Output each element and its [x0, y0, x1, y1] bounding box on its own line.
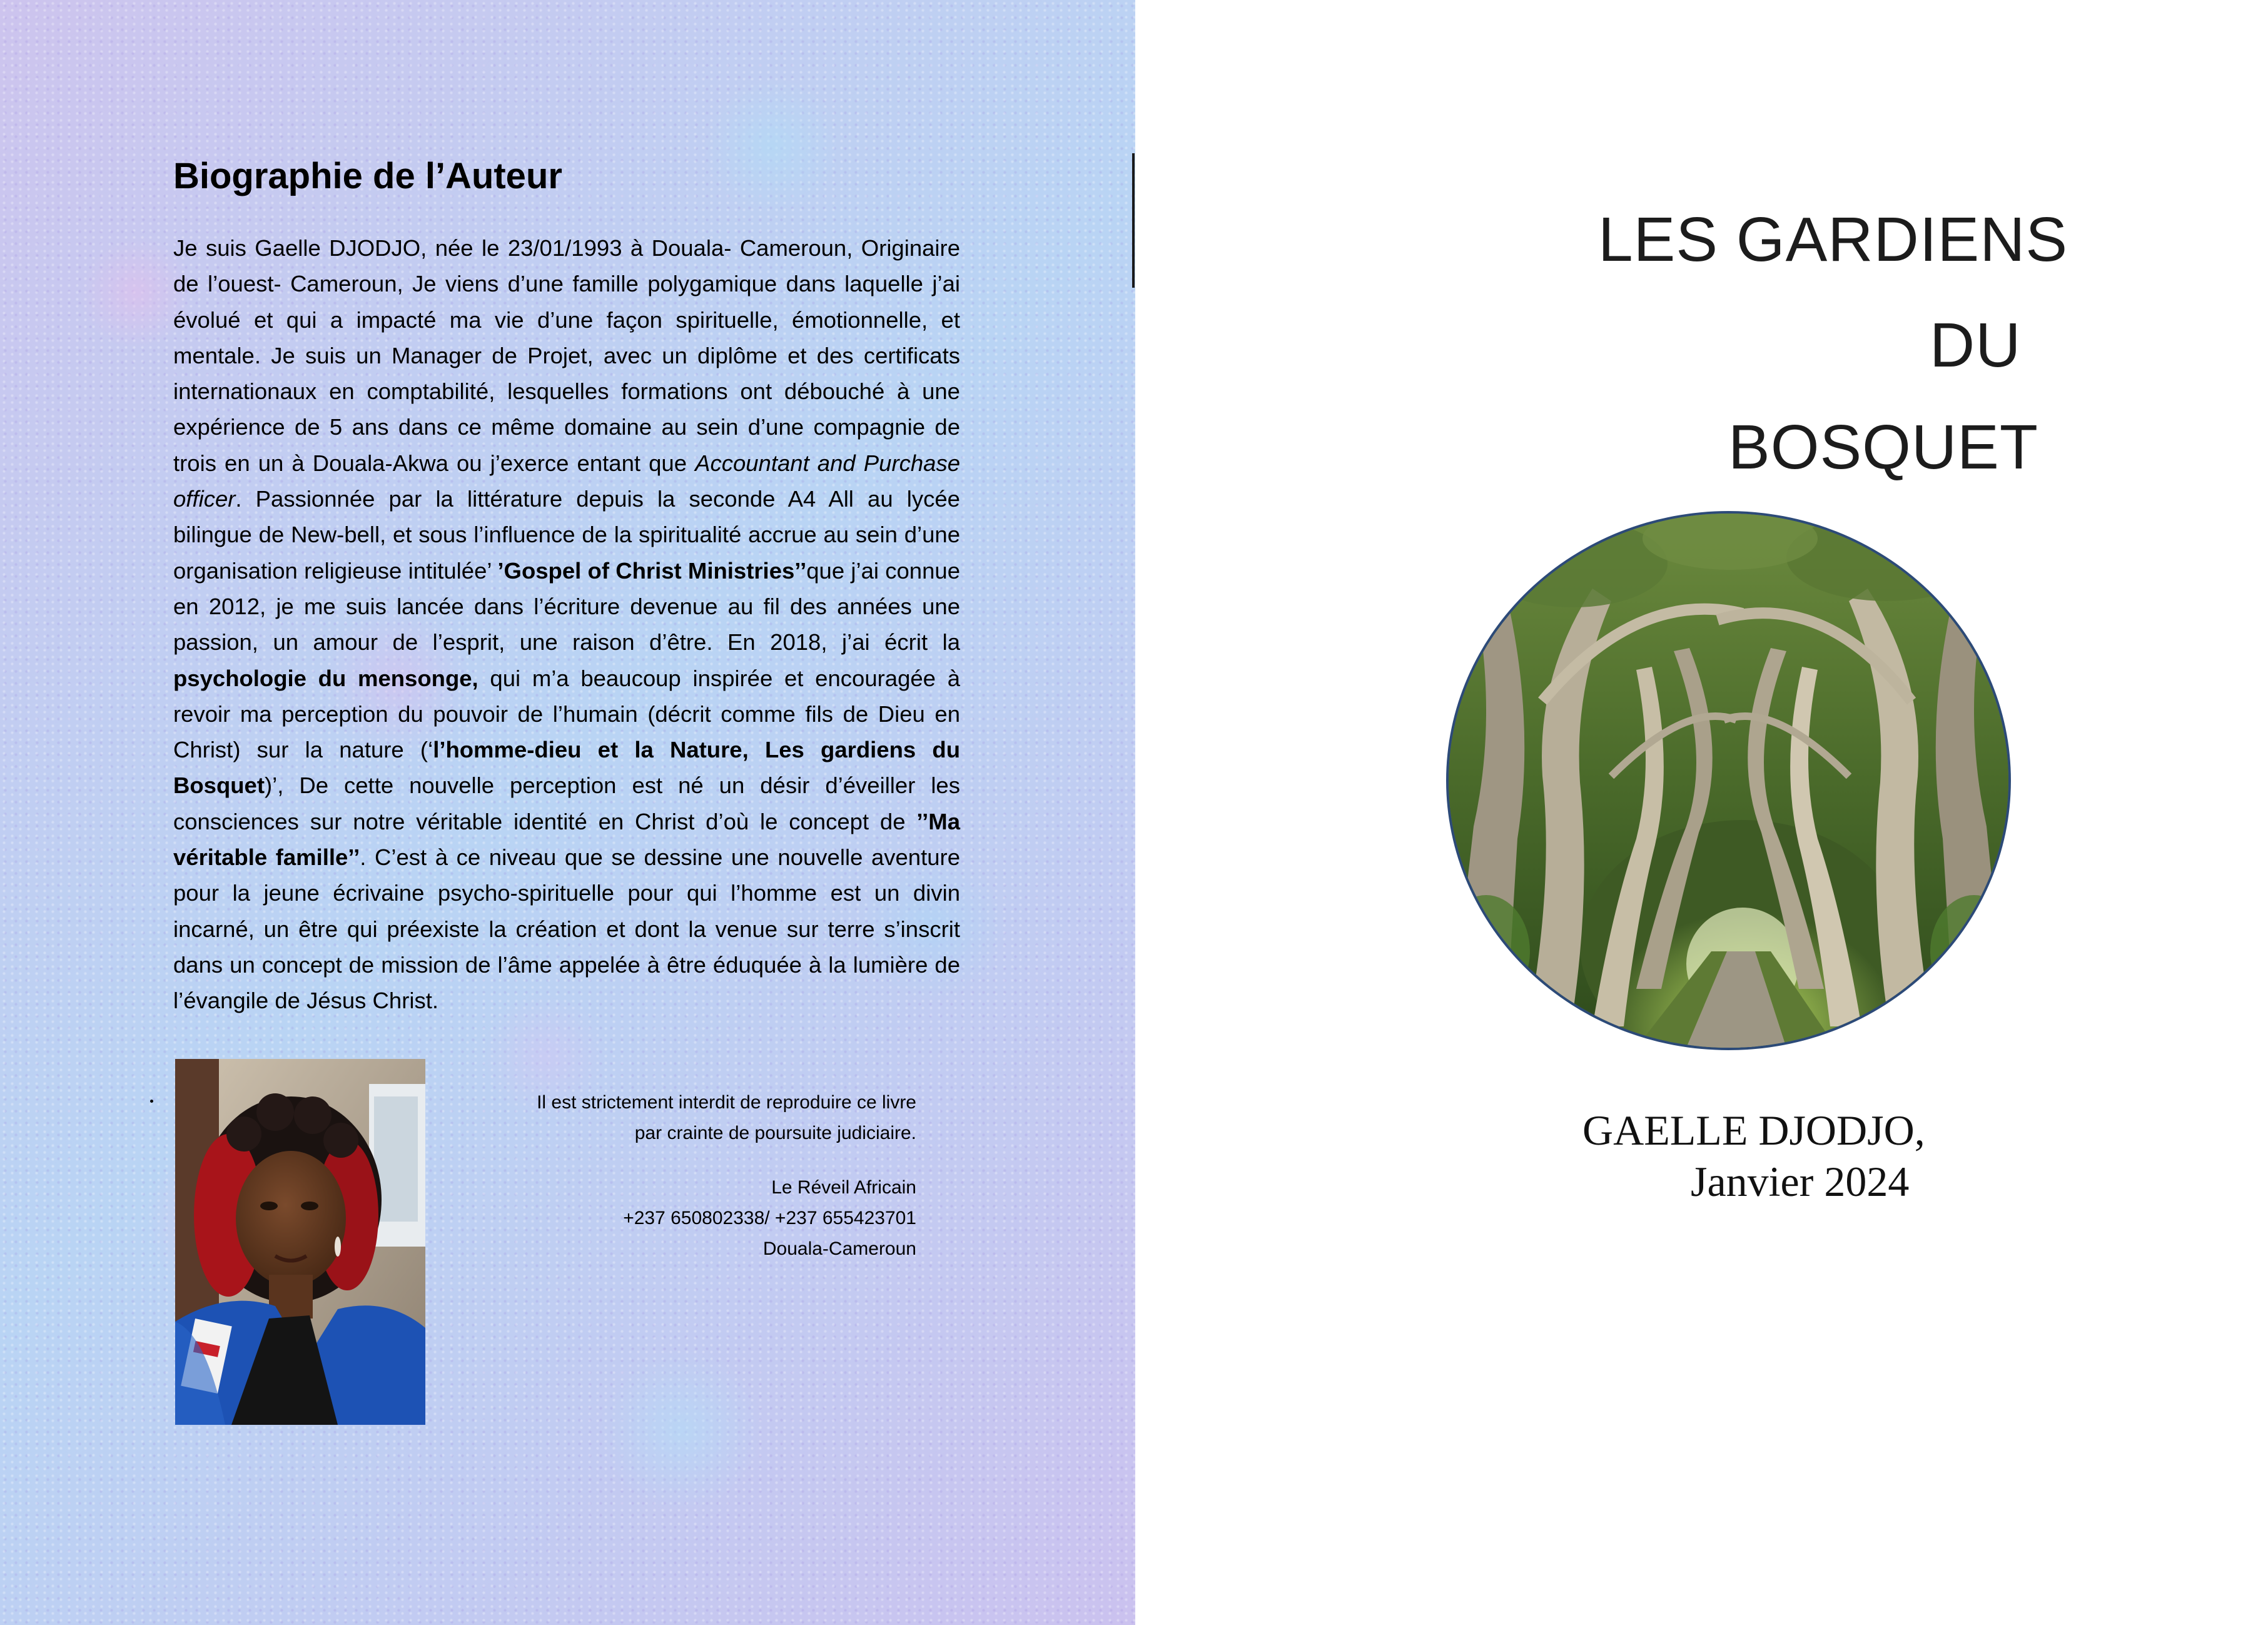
- bio-segment: )’, De cette nouvelle perception est né un désir d’éveiller les consciences sur notre véritable identité en Christ d’où le concept de: [173, 772, 960, 834]
- bio-segment: Je suis Gaelle DJODJO, née le 23/01/1993 à Douala- Cameroun, Originaire de l’ouest- Cameroun, Je viens d’une famille polygamique dans laquelle j’ai évolué et qui a impacté ma vie d’une façon spirituelle, émotionnelle, et mentale. Je suis un Manager de Projet, avec un diplôme et des certificats internationaux en comptabilité, lesquelles formations ont débouché à une expérience de 5 ans dans ce même domaine au sein d’une compagnie de trois en un à Douala-Akwa ou j’exerce entant que: [173, 235, 960, 476]
- bio-segment: que j’ai connue en 2012, je me suis lancée dans l’écriture devenue au fil des années une passion, un amour de l’esprit, une raison d’être. En 2018, j’ai écrit la: [173, 557, 961, 656]
- book-title-line-3: BOSQUET: [1728, 412, 2038, 482]
- bio-concept: ’’Ma véritable famille’’: [173, 808, 960, 871]
- author-name: GAELLE DJODJO,: [1582, 1106, 1925, 1154]
- bio-text: [173, 230, 960, 1019]
- page-edge-line: [1132, 153, 1135, 288]
- publisher-city: Douala-Cameroun: [762, 1238, 916, 1259]
- publisher-name: Le Réveil Africain: [771, 1177, 916, 1198]
- bio-segment: qui m’a beaucoup inspirée et encouragée à revoir ma perception du pouvoir de l’humain (décrit comme fils de Dieu en Christ) sur la nature (‘: [173, 665, 961, 763]
- copyright-notice: [438, 1087, 916, 1264]
- notice-line-2: par crainte de poursuite judiciaire.: [634, 1123, 916, 1143]
- publication-date: Janvier 2024: [1691, 1158, 1910, 1205]
- author-photo: [175, 1059, 425, 1425]
- bio-job-title: Accountant and Purchase officer: [173, 450, 960, 512]
- bio-segment: . C’est à ce niveau que se dessine une nouvelle aventure pour la jeune écrivaine psycho-spirituelle pour qui l’homme est un divin incarné, un être qui préexiste la création et dont la venue sur terre s’inscrit dans un concept de mission de l’âme appelée à être éduquée à la lumière de l’évangile de Jésus Christ.: [173, 844, 960, 1014]
- bio-ministry-name: ’Gospel of Christ Ministries’’: [497, 557, 807, 584]
- cover-photo-tree-tunnel: [1446, 511, 2011, 1050]
- book-title-line-2: DU: [1930, 310, 2022, 380]
- bio-segment: . Passionnée par la littérature depuis la seconde A4 All au lycée bilingue de New-bell, et sous l’influence de la spiritualité accrue au sein d’une organisation religieuse intitulée’: [173, 486, 960, 584]
- book-title-line-1: LES GARDIENS: [1598, 205, 2068, 275]
- notice-line-1: Il est strictement interdit de reproduire ce livre: [537, 1092, 916, 1113]
- bio-book-title-1: psychologie du mensonge,: [173, 665, 478, 691]
- bio-heading: Biographie de l’Auteur: [173, 156, 562, 196]
- publisher-phones: +237 650802338/ +237 655423701: [623, 1208, 916, 1228]
- bio-book-title-2: l’homme-dieu et la Nature, Les gardiens du Bosquet: [173, 737, 960, 799]
- stray-dot: [150, 1100, 153, 1103]
